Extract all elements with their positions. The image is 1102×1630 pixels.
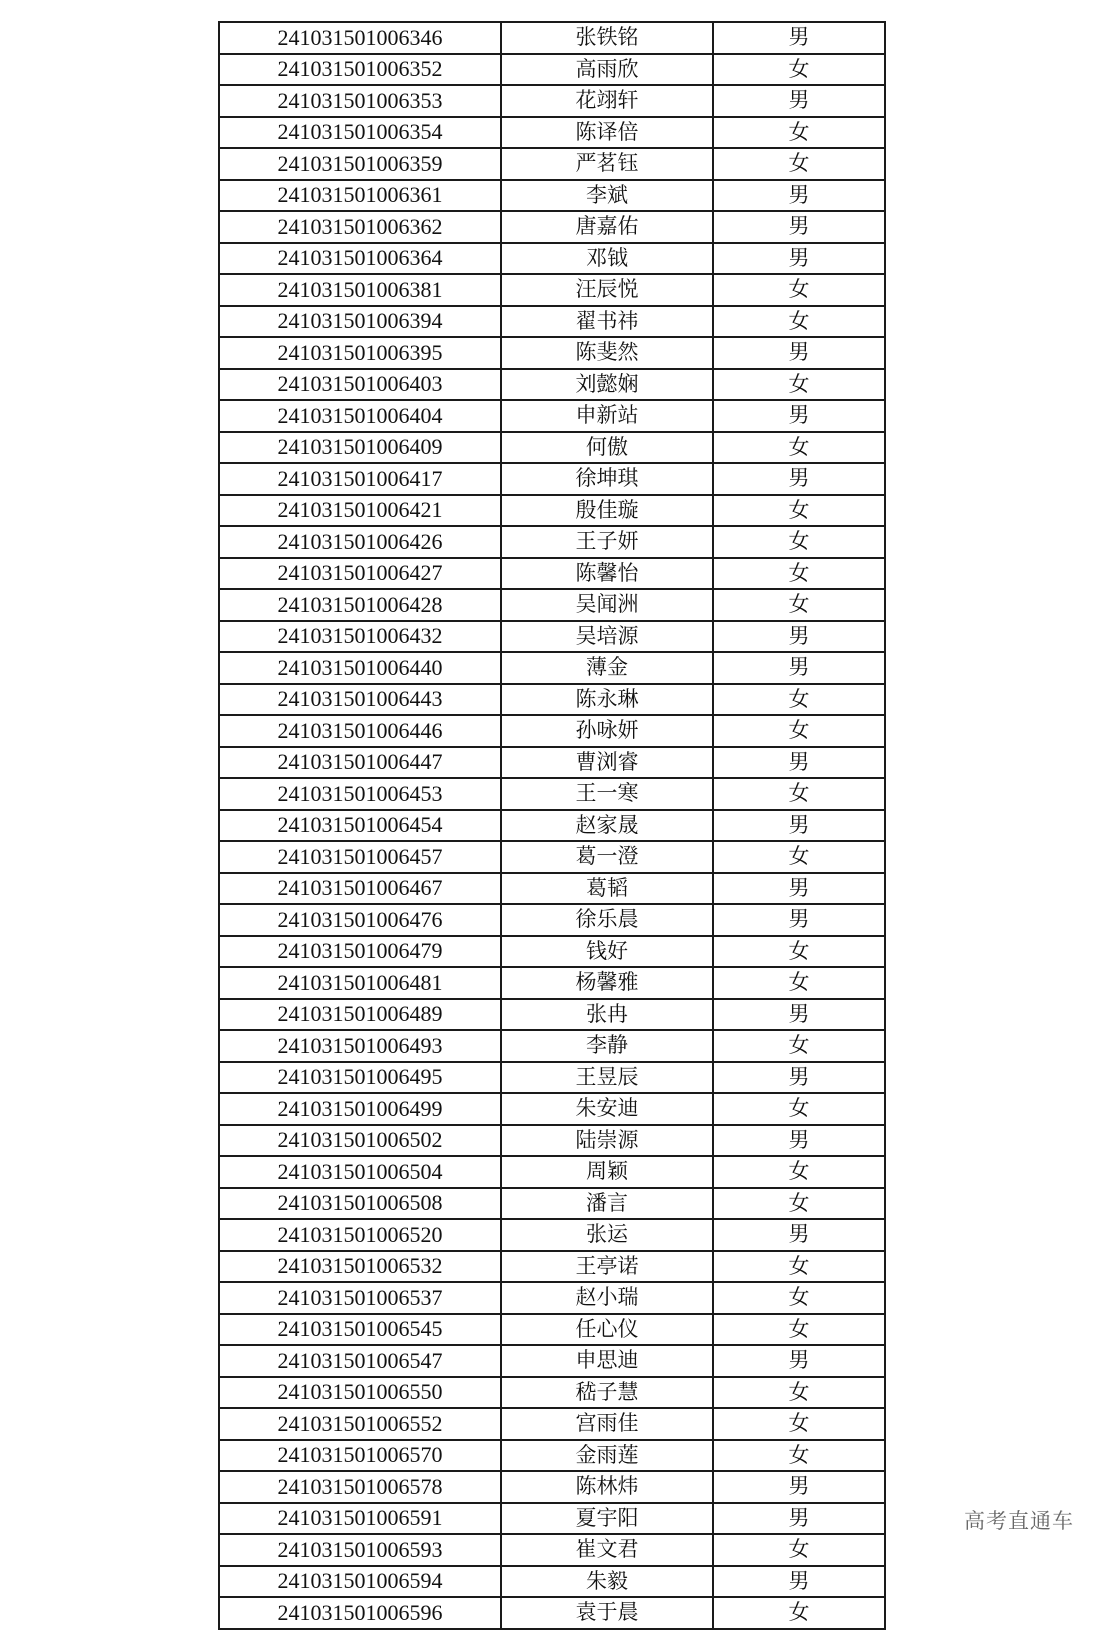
table-row <box>219 148 885 180</box>
name-cell: 薄金 <box>501 652 713 684</box>
roster-table-body <box>219 22 885 1629</box>
gender-cell: 男 <box>713 873 885 905</box>
gender-cell: 女 <box>713 1188 885 1220</box>
gender-cell: 女 <box>713 117 885 149</box>
id-cell: 241031501006578 <box>219 1471 501 1503</box>
gender-cell: 女 <box>713 778 885 810</box>
name-cell: 曹浏睿 <box>501 747 713 779</box>
name-cell: 陆崇源 <box>501 1125 713 1157</box>
id-cell: 241031501006457 <box>219 841 501 873</box>
name-cell: 袁于晨 <box>501 1597 713 1629</box>
name-cell: 周颖 <box>501 1156 713 1188</box>
gender-cell: 女 <box>713 1030 885 1062</box>
gender-cell: 女 <box>713 54 885 86</box>
table-row <box>219 1093 885 1125</box>
gender-cell: 男 <box>713 211 885 243</box>
gender-cell: 男 <box>713 1566 885 1598</box>
id-cell: 241031501006508 <box>219 1188 501 1220</box>
gender-cell: 男 <box>713 180 885 212</box>
name-cell: 李静 <box>501 1030 713 1062</box>
table-row <box>219 967 885 999</box>
table-row <box>219 369 885 401</box>
id-cell: 241031501006447 <box>219 747 501 779</box>
gender-cell: 男 <box>713 1345 885 1377</box>
gender-cell: 女 <box>713 369 885 401</box>
id-cell: 241031501006354 <box>219 117 501 149</box>
id-cell: 241031501006353 <box>219 85 501 117</box>
name-cell: 嵇子慧 <box>501 1377 713 1409</box>
name-cell: 陈译倍 <box>501 117 713 149</box>
gender-cell: 女 <box>713 558 885 590</box>
gender-cell: 女 <box>713 1093 885 1125</box>
id-cell: 241031501006346 <box>219 22 501 54</box>
gender-cell: 女 <box>713 1597 885 1629</box>
table-row <box>219 1534 885 1566</box>
id-cell: 241031501006361 <box>219 180 501 212</box>
name-cell: 高雨欣 <box>501 54 713 86</box>
table-row <box>219 1062 885 1094</box>
table-row <box>219 1440 885 1472</box>
id-cell: 241031501006594 <box>219 1566 501 1598</box>
gender-cell: 男 <box>713 1503 885 1535</box>
name-cell: 王一寒 <box>501 778 713 810</box>
id-cell: 241031501006404 <box>219 400 501 432</box>
name-cell: 宫雨佳 <box>501 1408 713 1440</box>
gender-cell: 男 <box>713 747 885 779</box>
table-row <box>219 715 885 747</box>
name-cell: 何傲 <box>501 432 713 464</box>
id-cell: 241031501006520 <box>219 1219 501 1251</box>
id-cell: 241031501006596 <box>219 1597 501 1629</box>
name-cell: 花翊轩 <box>501 85 713 117</box>
table-row <box>219 1345 885 1377</box>
name-cell: 严茗钰 <box>501 148 713 180</box>
table-row <box>219 1566 885 1598</box>
name-cell: 吴闻洲 <box>501 589 713 621</box>
table-row <box>219 621 885 653</box>
gender-cell: 女 <box>713 495 885 527</box>
name-cell: 吴培源 <box>501 621 713 653</box>
name-cell: 王昱辰 <box>501 1062 713 1094</box>
table-row <box>219 1282 885 1314</box>
id-cell: 241031501006552 <box>219 1408 501 1440</box>
watermark-text: 高考直通车 <box>964 1509 1074 1533</box>
gender-cell: 女 <box>713 432 885 464</box>
name-cell: 朱毅 <box>501 1566 713 1598</box>
id-cell: 241031501006362 <box>219 211 501 243</box>
gender-cell: 男 <box>713 463 885 495</box>
table-row <box>219 243 885 275</box>
id-cell: 241031501006550 <box>219 1377 501 1409</box>
name-cell: 张铁铭 <box>501 22 713 54</box>
gender-cell: 男 <box>713 1219 885 1251</box>
id-cell: 241031501006403 <box>219 369 501 401</box>
name-cell: 王子妍 <box>501 526 713 558</box>
table-row <box>219 22 885 54</box>
table-row <box>219 778 885 810</box>
gender-cell: 女 <box>713 526 885 558</box>
id-cell: 241031501006467 <box>219 873 501 905</box>
table-row <box>219 85 885 117</box>
name-cell: 金雨莲 <box>501 1440 713 1472</box>
name-cell: 张冉 <box>501 999 713 1031</box>
name-cell: 翟书祎 <box>501 306 713 338</box>
id-cell: 241031501006364 <box>219 243 501 275</box>
table-row <box>219 810 885 842</box>
id-cell: 241031501006593 <box>219 1534 501 1566</box>
id-cell: 241031501006504 <box>219 1156 501 1188</box>
gender-cell: 男 <box>713 999 885 1031</box>
table-row <box>219 999 885 1031</box>
name-cell: 孙咏妍 <box>501 715 713 747</box>
table-row <box>219 211 885 243</box>
id-cell: 241031501006381 <box>219 274 501 306</box>
table-row <box>219 589 885 621</box>
table-row <box>219 1314 885 1346</box>
gender-cell: 女 <box>713 936 885 968</box>
name-cell: 朱安迪 <box>501 1093 713 1125</box>
table-row <box>219 1219 885 1251</box>
id-cell: 241031501006489 <box>219 999 501 1031</box>
gender-cell: 女 <box>713 1377 885 1409</box>
gender-cell: 女 <box>713 1156 885 1188</box>
id-cell: 241031501006440 <box>219 652 501 684</box>
table-row <box>219 337 885 369</box>
gender-cell: 男 <box>713 337 885 369</box>
roster-table <box>218 21 886 1630</box>
name-cell: 葛韬 <box>501 873 713 905</box>
gender-cell: 女 <box>713 1282 885 1314</box>
gender-cell: 男 <box>713 904 885 936</box>
table-row <box>219 1377 885 1409</box>
id-cell: 241031501006454 <box>219 810 501 842</box>
table-row <box>219 180 885 212</box>
name-cell: 邓钺 <box>501 243 713 275</box>
gender-cell: 男 <box>713 1471 885 1503</box>
table-row <box>219 526 885 558</box>
table-row <box>219 463 885 495</box>
name-cell: 王亭诺 <box>501 1251 713 1283</box>
name-cell: 钱好 <box>501 936 713 968</box>
table-row <box>219 747 885 779</box>
name-cell: 夏宇阳 <box>501 1503 713 1535</box>
name-cell: 申新站 <box>501 400 713 432</box>
name-cell: 崔文君 <box>501 1534 713 1566</box>
table-row <box>219 652 885 684</box>
name-cell: 陈斐然 <box>501 337 713 369</box>
gender-cell: 男 <box>713 1062 885 1094</box>
gender-cell: 女 <box>713 841 885 873</box>
id-cell: 241031501006428 <box>219 589 501 621</box>
table-row <box>219 841 885 873</box>
id-cell: 241031501006481 <box>219 967 501 999</box>
id-cell: 241031501006453 <box>219 778 501 810</box>
table-row <box>219 684 885 716</box>
name-cell: 杨馨雅 <box>501 967 713 999</box>
table-row <box>219 1125 885 1157</box>
gender-cell: 女 <box>713 1314 885 1346</box>
table-row <box>219 1597 885 1629</box>
id-cell: 241031501006591 <box>219 1503 501 1535</box>
name-cell: 张运 <box>501 1219 713 1251</box>
id-cell: 241031501006479 <box>219 936 501 968</box>
table-row <box>219 306 885 338</box>
id-cell: 241031501006570 <box>219 1440 501 1472</box>
id-cell: 241031501006394 <box>219 306 501 338</box>
gender-cell: 男 <box>713 400 885 432</box>
table-row <box>219 558 885 590</box>
name-cell: 徐乐晨 <box>501 904 713 936</box>
gender-cell: 女 <box>713 148 885 180</box>
table-row <box>219 1503 885 1535</box>
gender-cell: 女 <box>713 589 885 621</box>
gender-cell: 女 <box>713 1440 885 1472</box>
table-row <box>219 1156 885 1188</box>
name-cell: 唐嘉佑 <box>501 211 713 243</box>
gender-cell: 女 <box>713 967 885 999</box>
name-cell: 任心仪 <box>501 1314 713 1346</box>
table-row <box>219 54 885 86</box>
gender-cell: 男 <box>713 810 885 842</box>
id-cell: 241031501006443 <box>219 684 501 716</box>
gender-cell: 女 <box>713 715 885 747</box>
name-cell: 潘言 <box>501 1188 713 1220</box>
name-cell: 赵家晟 <box>501 810 713 842</box>
gender-cell: 女 <box>713 306 885 338</box>
gender-cell: 男 <box>713 22 885 54</box>
id-cell: 241031501006499 <box>219 1093 501 1125</box>
table-row <box>219 400 885 432</box>
gender-cell: 男 <box>713 621 885 653</box>
id-cell: 241031501006476 <box>219 904 501 936</box>
name-cell: 申思迪 <box>501 1345 713 1377</box>
gender-cell: 男 <box>713 85 885 117</box>
gender-cell: 女 <box>713 1408 885 1440</box>
table-row <box>219 1030 885 1062</box>
gender-cell: 女 <box>713 274 885 306</box>
id-cell: 241031501006537 <box>219 1282 501 1314</box>
id-cell: 241031501006547 <box>219 1345 501 1377</box>
name-cell: 汪辰悦 <box>501 274 713 306</box>
id-cell: 241031501006446 <box>219 715 501 747</box>
id-cell: 241031501006545 <box>219 1314 501 1346</box>
id-cell: 241031501006495 <box>219 1062 501 1094</box>
name-cell: 殷佳璇 <box>501 495 713 527</box>
table-row <box>219 1188 885 1220</box>
id-cell: 241031501006395 <box>219 337 501 369</box>
gender-cell: 女 <box>713 684 885 716</box>
id-cell: 241031501006417 <box>219 463 501 495</box>
id-cell: 241031501006359 <box>219 148 501 180</box>
id-cell: 241031501006427 <box>219 558 501 590</box>
table-row <box>219 117 885 149</box>
name-cell: 陈永琳 <box>501 684 713 716</box>
table-row <box>219 274 885 306</box>
name-cell: 徐坤琪 <box>501 463 713 495</box>
gender-cell: 男 <box>713 243 885 275</box>
table-row <box>219 936 885 968</box>
name-cell: 赵小瑞 <box>501 1282 713 1314</box>
table-row <box>219 495 885 527</box>
table-row <box>219 1251 885 1283</box>
id-cell: 241031501006493 <box>219 1030 501 1062</box>
id-cell: 241031501006426 <box>219 526 501 558</box>
gender-cell: 女 <box>713 1534 885 1566</box>
table-row <box>219 904 885 936</box>
gender-cell: 男 <box>713 1125 885 1157</box>
gender-cell: 女 <box>713 1251 885 1283</box>
table-row <box>219 1408 885 1440</box>
name-cell: 李斌 <box>501 180 713 212</box>
id-cell: 241031501006352 <box>219 54 501 86</box>
id-cell: 241031501006409 <box>219 432 501 464</box>
table-row <box>219 432 885 464</box>
id-cell: 241031501006432 <box>219 621 501 653</box>
gender-cell: 男 <box>713 652 885 684</box>
id-cell: 241031501006421 <box>219 495 501 527</box>
id-cell: 241031501006532 <box>219 1251 501 1283</box>
name-cell: 陈林炜 <box>501 1471 713 1503</box>
name-cell: 葛一澄 <box>501 841 713 873</box>
name-cell: 陈馨怡 <box>501 558 713 590</box>
id-cell: 241031501006502 <box>219 1125 501 1157</box>
table-row <box>219 873 885 905</box>
table-row <box>219 1471 885 1503</box>
name-cell: 刘懿娴 <box>501 369 713 401</box>
